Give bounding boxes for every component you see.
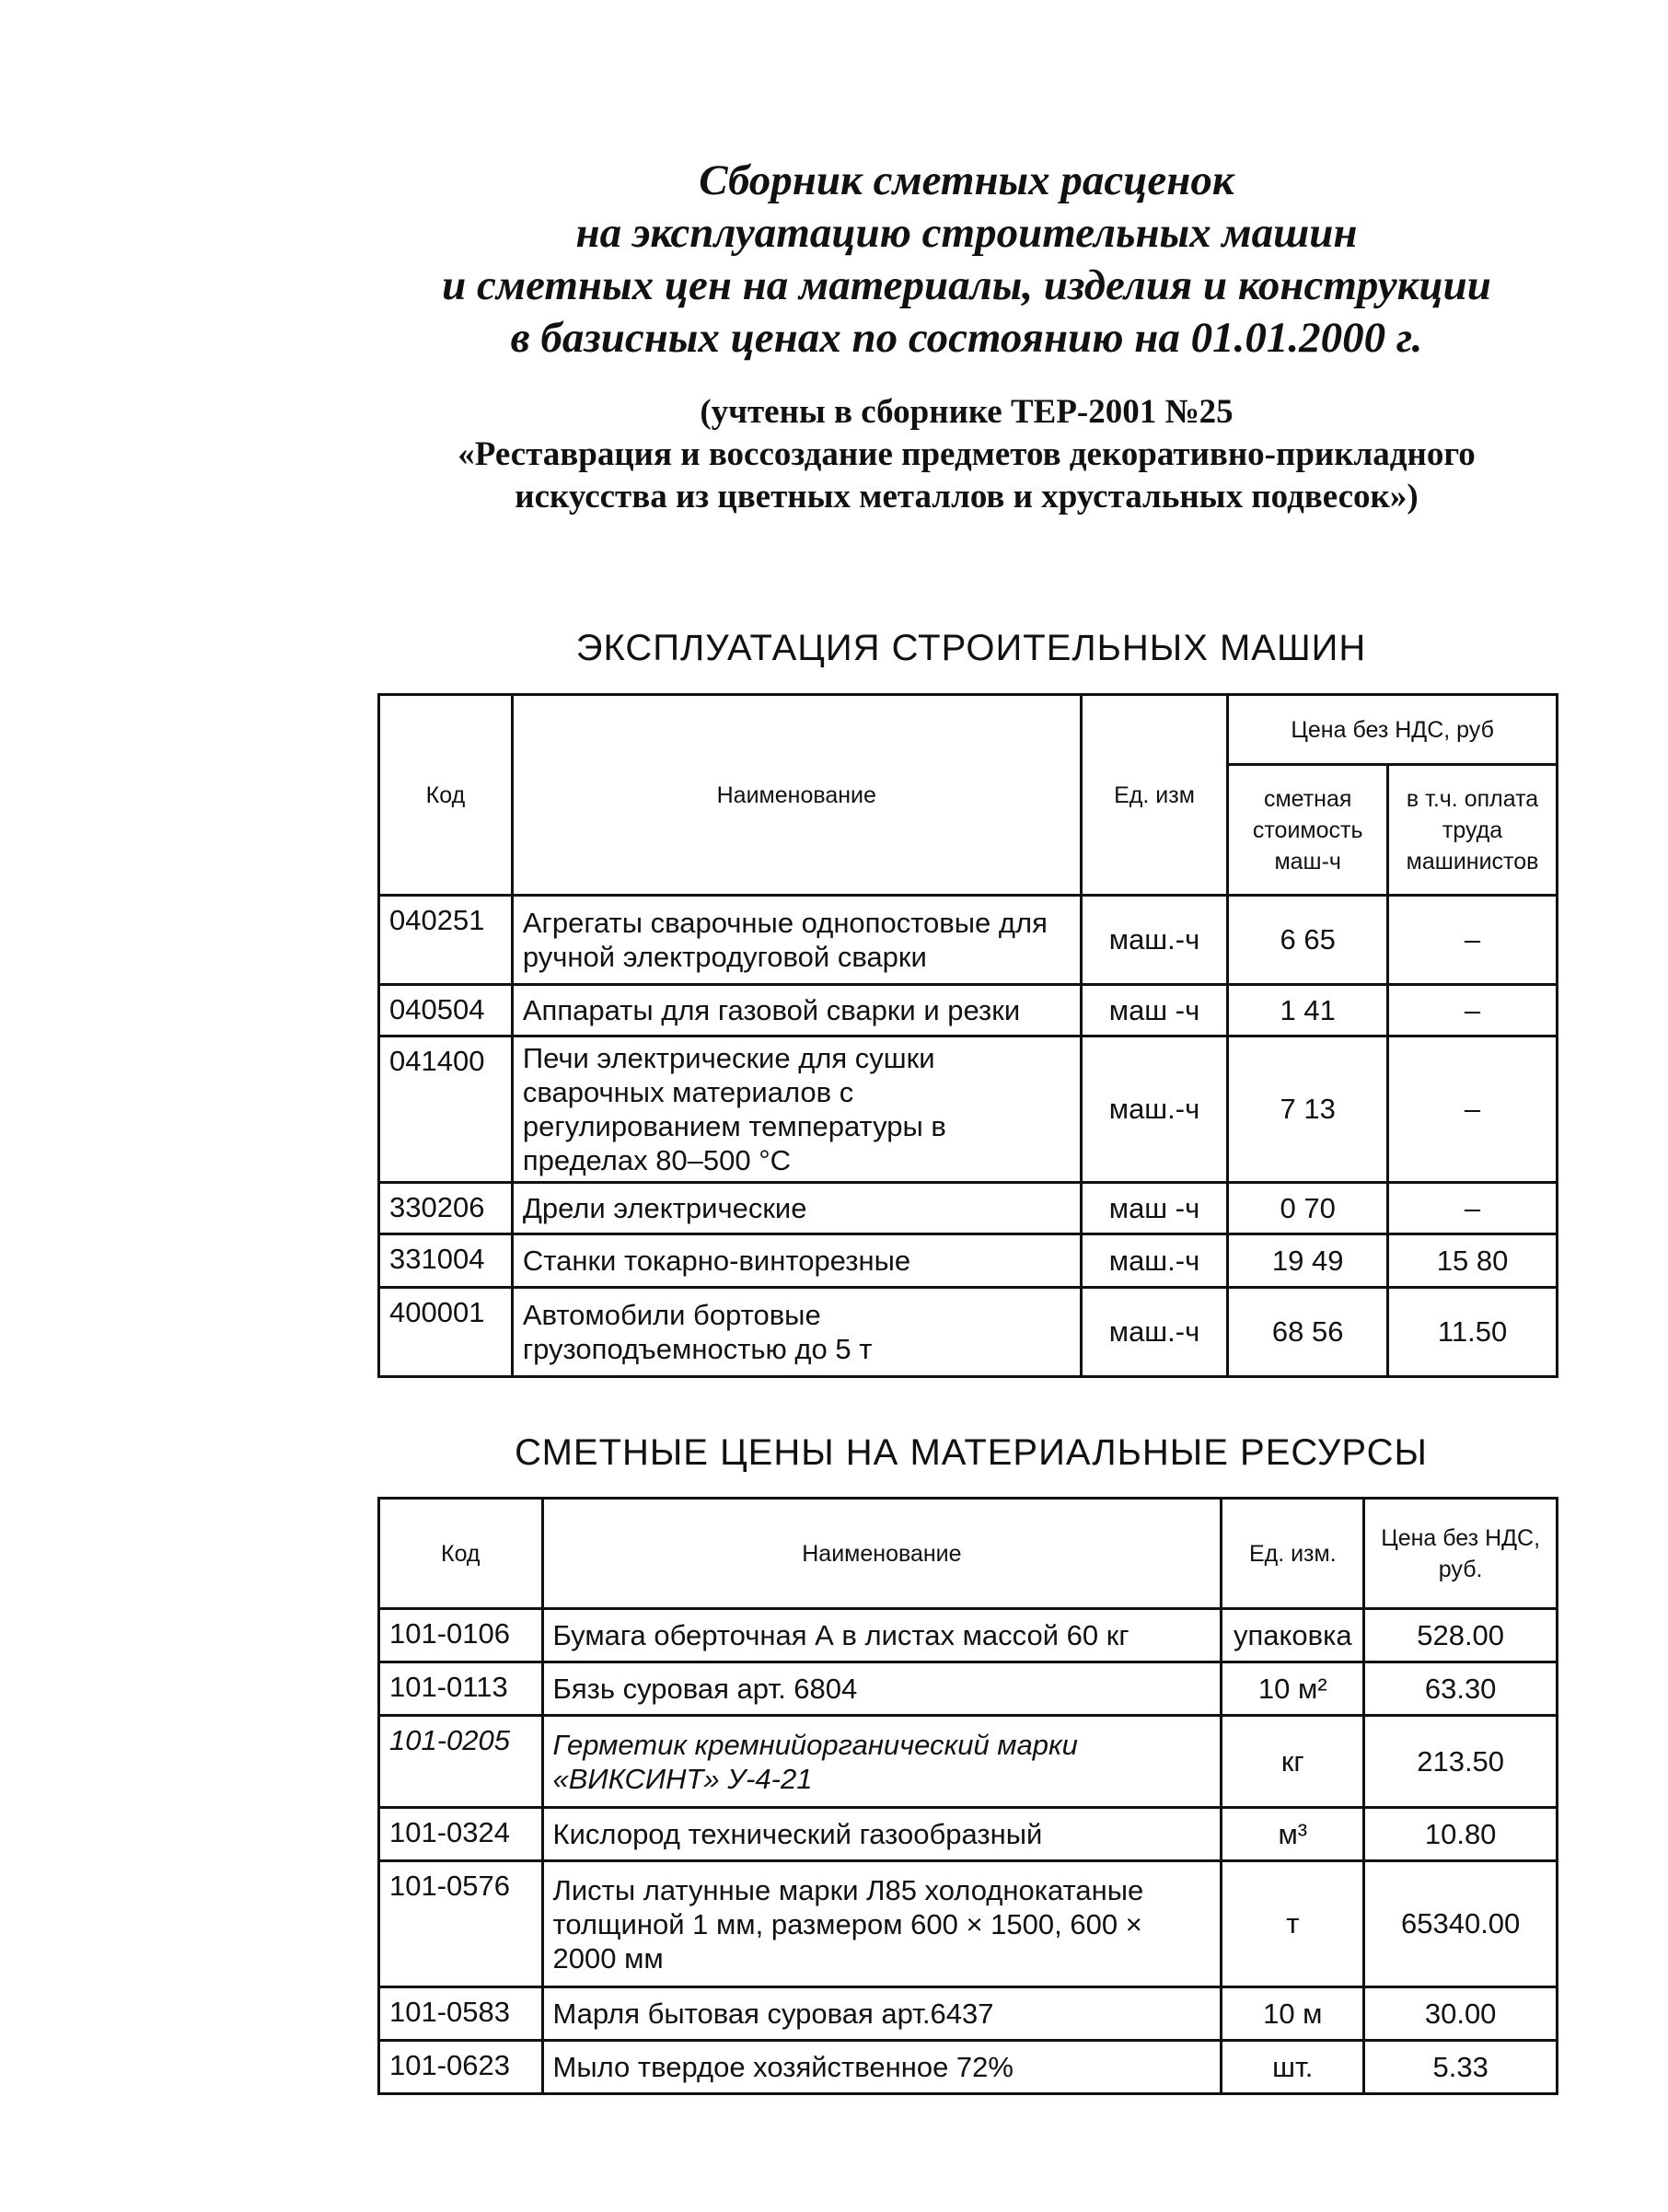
- subtitle-line-3: искусства из цветных металлов и хрустальных подвесок»): [515, 478, 1419, 515]
- machine-unit: маш.-ч: [1081, 1288, 1228, 1377]
- machine-name: Дрели электрические: [512, 1183, 1081, 1234]
- material-code: 101-0106: [379, 1609, 543, 1662]
- material-code: 101-0113: [379, 1662, 543, 1716]
- machines-header-row: [379, 695, 1558, 765]
- material-unit: упаковка: [1222, 1609, 1364, 1662]
- material-unit: 10 м²: [1222, 1662, 1364, 1716]
- machine-unit: маш -ч: [1081, 985, 1228, 1037]
- machine-labor: –: [1388, 896, 1558, 985]
- machine-name: Станки токарно-винторезные: [512, 1234, 1081, 1288]
- material-price: 63.30: [1364, 1662, 1558, 1716]
- table-row: [379, 1716, 1558, 1808]
- machine-cost: 6 65: [1228, 896, 1388, 985]
- machine-code: 040504: [379, 985, 513, 1037]
- table-row: [379, 1861, 1558, 1987]
- materials-header-row: [379, 1499, 1558, 1609]
- document-subtitle: [350, 391, 1583, 518]
- table-row: [379, 1609, 1558, 1662]
- material-price: 30.00: [1364, 1987, 1558, 2041]
- machines-table: [377, 693, 1558, 1378]
- material-code: 101-0324: [379, 1808, 543, 1861]
- machines-header-unit: Ед. изм: [1081, 695, 1228, 896]
- materials-header-unit: Ед. изм.: [1222, 1499, 1364, 1609]
- material-name: Бумага оберточная А в листах массой 60 кг: [542, 1609, 1222, 1662]
- machines-header-code: Код: [379, 695, 513, 896]
- material-unit: 10 м: [1222, 1987, 1364, 2041]
- table-row: [379, 985, 1558, 1037]
- material-price: 5.33: [1364, 2041, 1558, 2094]
- materials-section-title: СМЕТНЫЕ ЦЕНЫ НА МАТЕРИАЛЬНЫЕ РЕСУРСЫ: [515, 1432, 1428, 1473]
- material-code: 101-0623: [379, 2041, 543, 2094]
- machine-name: Печи электрические для сушки сварочных материалов с регулированием температуры в пределах 80–500 °С: [512, 1037, 1081, 1183]
- material-unit: шт.: [1222, 2041, 1364, 2094]
- table-row: [379, 1987, 1558, 2041]
- machine-labor: –: [1388, 985, 1558, 1037]
- machine-unit: маш.-ч: [1081, 896, 1228, 985]
- table-row: [379, 1183, 1558, 1234]
- machine-code: 330206: [379, 1183, 513, 1234]
- machine-labor: 11.50: [1388, 1288, 1558, 1377]
- machine-cost: 0 70: [1228, 1183, 1388, 1234]
- material-price: 528.00: [1364, 1609, 1558, 1662]
- table-row: [379, 1808, 1558, 1861]
- materials-header-price: Цена без НДС, руб.: [1364, 1499, 1558, 1609]
- materials-header-code: Код: [379, 1499, 543, 1609]
- material-unit: т: [1222, 1861, 1364, 1987]
- material-unit: кг: [1222, 1716, 1364, 1808]
- machine-unit: маш -ч: [1081, 1183, 1228, 1234]
- material-name: Бязь суровая арт. 6804: [542, 1662, 1222, 1716]
- machines-section-title: ЭКСПЛУАТАЦИЯ СТРОИТЕЛЬНЫХ МАШИН: [575, 628, 1367, 668]
- material-name: Герметик кремнийорганический марки «ВИКСИНТ» У-4-21: [542, 1716, 1222, 1808]
- material-name: Листы латунные марки Л85 холоднокатаные толщиной 1 мм, размером 600 × 1500, 600 × 2000 мм: [542, 1861, 1222, 1987]
- machine-labor: –: [1388, 1037, 1558, 1183]
- table-row: [379, 2041, 1558, 2094]
- table-row: [379, 1288, 1558, 1377]
- machine-code: 040251: [379, 896, 513, 985]
- material-code: 101-0576: [379, 1861, 543, 1987]
- machine-cost: 7 13: [1228, 1037, 1388, 1183]
- machine-name: Агрегаты сварочные однопостовые для ручной электродуговой сварки: [512, 896, 1081, 985]
- material-price: 213.50: [1364, 1716, 1558, 1808]
- material-unit: м³: [1222, 1808, 1364, 1861]
- machines-header-name: Наименование: [512, 695, 1081, 896]
- material-code: 101-0205: [379, 1716, 543, 1808]
- title-line-3: и сметных цен на материалы, изделия и конструкции: [442, 261, 1491, 309]
- machine-labor: –: [1388, 1183, 1558, 1234]
- machine-cost: 1 41: [1228, 985, 1388, 1037]
- machine-name: Аппараты для газовой сварки и резки: [512, 985, 1081, 1037]
- subtitle-line-2: «Реставрация и воссоздание предметов декоративно-прикладного: [458, 435, 1476, 473]
- machine-unit: маш.-ч: [1081, 1234, 1228, 1288]
- machine-cost: 19 49: [1228, 1234, 1388, 1288]
- machine-name: Автомобили бортовые грузоподъемностью до 5 т: [512, 1288, 1081, 1377]
- document-title: [350, 155, 1583, 365]
- machine-code: 041400: [379, 1037, 513, 1183]
- machine-cost: 68 56: [1228, 1288, 1388, 1377]
- machines-header-price-group: Цена без НДС, руб: [1228, 695, 1558, 765]
- table-row: [379, 896, 1558, 985]
- machines-header-cost: сметная стоимость маш-ч: [1228, 765, 1388, 896]
- table-row: [379, 1234, 1558, 1288]
- material-price: 10.80: [1364, 1808, 1558, 1861]
- materials-header-name: Наименование: [542, 1499, 1222, 1609]
- title-line-2: на эксплуатацию строительных машин: [575, 209, 1358, 257]
- table-row: [379, 1037, 1558, 1183]
- machines-header-labor: в т.ч. оплата труда машинистов: [1388, 765, 1558, 896]
- material-name: Мыло твердое хозяйственное 72%: [542, 2041, 1222, 2094]
- table-row: [379, 1662, 1558, 1716]
- title-line-1: Сборник сметных расценок: [699, 156, 1234, 204]
- machine-code: 400001: [379, 1288, 513, 1377]
- machine-code: 331004: [379, 1234, 513, 1288]
- material-name: Марля бытовая суровая арт.6437: [542, 1987, 1222, 2041]
- machine-labor: 15 80: [1388, 1234, 1558, 1288]
- title-line-4: в базисных ценах по состоянию на 01.01.2000 г.: [510, 314, 1423, 362]
- material-code: 101-0583: [379, 1987, 543, 2041]
- subtitle-line-1: (учтены в сборнике ТЕР-2001 №25: [700, 393, 1234, 431]
- material-price: 65340.00: [1364, 1861, 1558, 1987]
- machine-unit: маш.-ч: [1081, 1037, 1228, 1183]
- materials-table: [377, 1497, 1558, 2095]
- material-name: Кислород технический газообразный: [542, 1808, 1222, 1861]
